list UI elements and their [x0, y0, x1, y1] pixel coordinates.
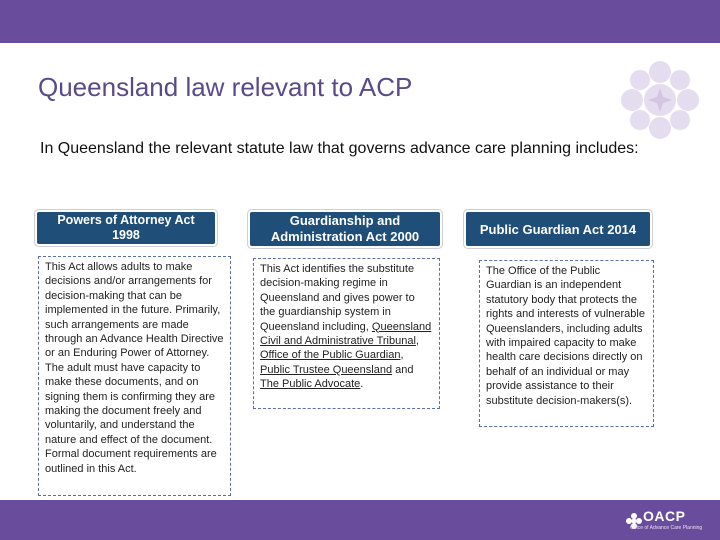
public-trustee-link[interactable]: Public Trustee Queensland: [260, 363, 393, 376]
oacp-flower-icon: [618, 58, 702, 142]
public-guardian-act-description: The Office of the Public Guardian is an independent statutory body that protects the rights and interests of vulnerable Queenslanders, including adults with impaired capacity to make health care decisions directly on behalf of an individual or may provide assistance to their substitute decision-makers(s).: [479, 260, 654, 427]
description-text: .: [360, 378, 364, 391]
bottom-banner: [0, 500, 720, 540]
powers-of-attorney-act-description: This Act allows adults to make decisions and/or arrangements for decision-making that can be implemented in the future. Primarily, such arrangements are made through an Advance Health Directive or an Enduring Power of Attorney. The adult must have capacity to make these documents, and on signing them is confirming they are making the document freely and voluntarily, and understand the nature and effect of the document. Formal document requirements are outlined in this Act.: [38, 256, 231, 496]
top-banner: [0, 0, 720, 43]
header-line: Guardianship and: [289, 213, 401, 228]
separator-text: and: [392, 363, 414, 376]
separator-text: ,: [400, 349, 404, 362]
guardianship-administration-act-description: [253, 258, 440, 409]
header-line: Administration Act 2000: [270, 229, 420, 244]
oacp-logo-subtext: Office of Advance Care Planning: [630, 525, 703, 531]
qcat-link[interactable]: Queensland Civil and Administrative Tribunal: [260, 320, 432, 348]
oacp-logo-text: OACP: [643, 508, 686, 524]
public-advocate-link[interactable]: The Public Advocate: [260, 378, 361, 391]
public-guardian-link[interactable]: Office of the Public Guardian: [260, 349, 401, 362]
separator-text: ,: [415, 335, 419, 348]
header-line: Powers of Attorney Act: [57, 213, 195, 227]
powers-of-attorney-act-header: [37, 212, 215, 244]
description-text: This Act identifies the substitute decision-making regime in Queensland and gives power to the guardianship system in Queensland including,: [260, 263, 415, 333]
slide-title: Queensland law relevant to ACP: [38, 72, 413, 102]
guardianship-administration-act-header: [250, 212, 440, 246]
public-guardian-act-header: Public Guardian Act 2014: [466, 212, 650, 246]
intro-text: In Queensland the relevant statute law that governs advance care planning includes:: [40, 140, 639, 157]
header-line: 1998: [112, 228, 140, 242]
